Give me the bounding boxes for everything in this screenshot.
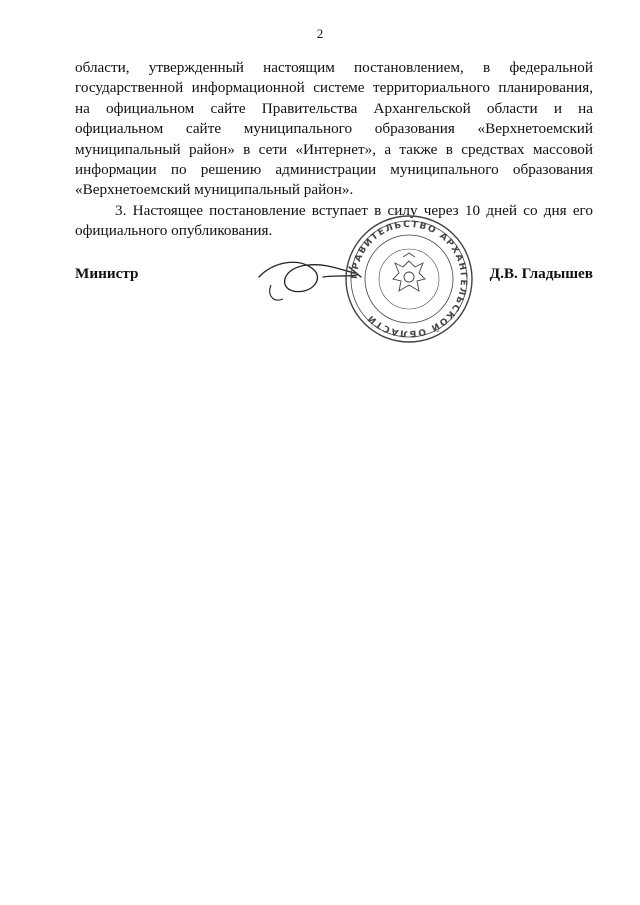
paragraph-publication: области, утвержденный настоящим постановлением, в федеральной государственной информационной системе территориального планирования, на официальном сайте Правительства Архангельской области и на официальном сайте муниципального образования «Верхнетоемский муниципальный район» в сети «Интернет», а также в средствах массовой информации по решению администрации муниципального образования «Верхнетоемский муниципальный район». (75, 59, 593, 199)
official-seal (343, 213, 475, 345)
page-number: 2 (316, 26, 324, 41)
document-body (75, 58, 593, 242)
paragraph-effective-date: 3. Настоящее постановление вступает в силу через 10 дней со дня его официального опубликования. (75, 201, 593, 240)
signatory-name: Д.В. Гладышев (489, 265, 593, 282)
coat-of-arms-icon (393, 253, 425, 291)
svg-text:ПРАВИТЕЛЬСТВО АРХАНГЕЛЬСКОЙ ОБ: ПРАВИТЕЛЬСТВО АРХАНГЕЛЬСКОЙ ОБЛАСТИ (349, 219, 469, 339)
signatory-role: Министр (75, 265, 139, 282)
